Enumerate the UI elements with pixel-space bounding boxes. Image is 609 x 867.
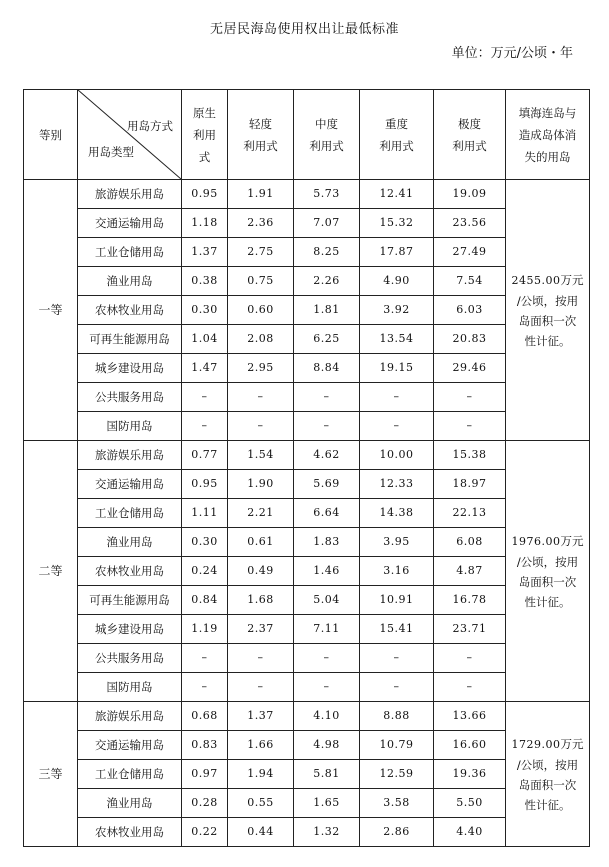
value-cell: 19.15	[360, 354, 434, 383]
island-type-cell: 渔业用岛	[78, 789, 182, 818]
value-cell: –	[228, 673, 294, 702]
table-row	[24, 528, 590, 557]
reclaim-price-line: 性计征。	[524, 594, 571, 609]
reclaim-price-line: /公顷，按用	[516, 293, 579, 308]
reclaim-price-line: 性计征。	[524, 333, 571, 348]
value-cell: 2.37	[228, 615, 294, 644]
value-cell: –	[294, 412, 360, 441]
level-cell: 二等	[24, 441, 78, 702]
value-cell: 1.68	[228, 586, 294, 615]
value-cell: 5.81	[294, 760, 360, 789]
value-cell: 2.86	[360, 818, 434, 847]
value-cell: –	[294, 644, 360, 673]
value-cell: 3.16	[360, 557, 434, 586]
value-cell: 1.19	[182, 615, 228, 644]
header-extreme-line: 极度	[458, 116, 481, 131]
island-type-cell: 渔业用岛	[78, 267, 182, 296]
value-cell: 15.41	[360, 615, 434, 644]
reclaim-price-line: /公顷，按用	[516, 554, 579, 569]
value-cell: 4.87	[434, 557, 506, 586]
value-cell: –	[228, 412, 294, 441]
value-cell: 6.08	[434, 528, 506, 557]
value-cell: 0.75	[228, 267, 294, 296]
value-cell: 1.65	[294, 789, 360, 818]
table-row	[24, 644, 590, 673]
value-cell: –	[228, 644, 294, 673]
value-cell: 0.95	[182, 180, 228, 209]
value-cell: 1.94	[228, 760, 294, 789]
value-cell: 1.46	[294, 557, 360, 586]
header-row	[24, 90, 590, 180]
island-type-cell: 公共服务用岛	[78, 383, 182, 412]
value-cell: 0.68	[182, 702, 228, 731]
value-cell: 12.33	[360, 470, 434, 499]
value-cell: 10.79	[360, 731, 434, 760]
value-cell: 1.04	[182, 325, 228, 354]
value-cell: 4.98	[294, 731, 360, 760]
value-cell: 27.49	[434, 238, 506, 267]
header-light	[228, 90, 294, 180]
value-cell: 16.78	[434, 586, 506, 615]
table-row	[24, 789, 590, 818]
header-level: 等别	[24, 90, 78, 180]
reclaim-price-line: 岛面积一次	[518, 777, 577, 792]
value-cell: 13.54	[360, 325, 434, 354]
table-row	[24, 325, 590, 354]
value-cell: –	[434, 673, 506, 702]
value-cell: 0.84	[182, 586, 228, 615]
value-cell: 4.62	[294, 441, 360, 470]
island-type-cell: 可再生能源用岛	[78, 325, 182, 354]
header-original-line: 利用	[193, 127, 216, 142]
value-cell: 6.03	[434, 296, 506, 325]
value-cell: 8.84	[294, 354, 360, 383]
header-light-line: 轻度	[249, 116, 272, 131]
value-cell: 19.36	[434, 760, 506, 789]
value-cell: –	[360, 644, 434, 673]
value-cell: 3.92	[360, 296, 434, 325]
value-cell: 5.73	[294, 180, 360, 209]
header-medium-line: 中度	[315, 116, 338, 131]
value-cell: 1.47	[182, 354, 228, 383]
reclaim-price-cell	[506, 441, 590, 702]
table-row	[24, 267, 590, 296]
value-cell: 2.26	[294, 267, 360, 296]
value-cell: 2.75	[228, 238, 294, 267]
header-reclaim	[506, 90, 590, 180]
value-cell: 1.37	[228, 702, 294, 731]
value-cell: 19.09	[434, 180, 506, 209]
island-type-cell: 农林牧业用岛	[78, 818, 182, 847]
value-cell: 0.22	[182, 818, 228, 847]
island-type-cell: 城乡建设用岛	[78, 615, 182, 644]
table-row	[24, 441, 590, 470]
reclaim-price-cell	[506, 702, 590, 847]
table-row	[24, 296, 590, 325]
value-cell: 2.21	[228, 499, 294, 528]
value-cell: –	[294, 673, 360, 702]
island-type-cell: 旅游娱乐用岛	[78, 702, 182, 731]
reclaim-price-line: 万元	[560, 533, 584, 548]
island-type-cell: 交通运输用岛	[78, 731, 182, 760]
value-cell: 0.95	[182, 470, 228, 499]
table-row	[24, 818, 590, 847]
value-cell: 5.69	[294, 470, 360, 499]
island-type-cell: 公共服务用岛	[78, 644, 182, 673]
island-type-cell: 可再生能源用岛	[78, 586, 182, 615]
reclaim-price-line: 万元	[560, 736, 584, 751]
reclaim-price-cell	[506, 180, 590, 441]
value-cell: 14.38	[360, 499, 434, 528]
header-light-line: 利用式	[243, 138, 278, 153]
table-row	[24, 557, 590, 586]
reclaim-price-line: 性计征。	[524, 797, 571, 812]
value-cell: 8.88	[360, 702, 434, 731]
table-row	[24, 702, 590, 731]
header-heavy-line: 重度	[385, 116, 408, 131]
value-cell: 0.24	[182, 557, 228, 586]
island-type-cell: 交通运输用岛	[78, 209, 182, 238]
value-cell: –	[294, 383, 360, 412]
value-cell: 0.49	[228, 557, 294, 586]
value-cell: –	[182, 673, 228, 702]
header-reclaim-line: 填海连岛与	[518, 105, 577, 120]
header-original	[182, 90, 228, 180]
value-cell: 1.32	[294, 818, 360, 847]
value-cell: 7.11	[294, 615, 360, 644]
reclaim-price-line: 岛面积一次	[518, 313, 577, 328]
table-row	[24, 412, 590, 441]
value-cell: 15.32	[360, 209, 434, 238]
island-type-cell: 工业仓储用岛	[78, 499, 182, 528]
value-cell: 20.83	[434, 325, 506, 354]
header-original-line: 原生	[193, 105, 216, 120]
value-cell: –	[360, 383, 434, 412]
table-row	[24, 499, 590, 528]
value-cell: –	[360, 412, 434, 441]
value-cell: 2.08	[228, 325, 294, 354]
value-cell: 0.44	[228, 818, 294, 847]
header-heavy-line: 利用式	[379, 138, 414, 153]
value-cell: 3.58	[360, 789, 434, 818]
island-type-cell: 农林牧业用岛	[78, 557, 182, 586]
island-type-cell: 工业仓储用岛	[78, 760, 182, 789]
value-cell: 1.81	[294, 296, 360, 325]
value-cell: 4.90	[360, 267, 434, 296]
value-cell: 0.30	[182, 296, 228, 325]
value-cell: 1.91	[228, 180, 294, 209]
table-row	[24, 238, 590, 267]
value-cell: 6.64	[294, 499, 360, 528]
header-extreme-line: 利用式	[452, 138, 487, 153]
value-cell: 0.60	[228, 296, 294, 325]
header-heavy	[360, 90, 434, 180]
document-title: 无居民海岛使用权出让最低标准	[209, 22, 399, 37]
header-usage-mode: 用岛方式	[127, 119, 173, 133]
value-cell: 2.95	[228, 354, 294, 383]
table-row	[24, 209, 590, 238]
table-row	[24, 354, 590, 383]
value-cell: 1.11	[182, 499, 228, 528]
value-cell: –	[182, 644, 228, 673]
value-cell: 0.55	[228, 789, 294, 818]
value-cell: 16.60	[434, 731, 506, 760]
reclaim-price-value: 2455.00	[511, 273, 561, 287]
island-type-cell: 旅游娱乐用岛	[78, 441, 182, 470]
island-type-cell: 渔业用岛	[78, 528, 182, 557]
header-medium	[294, 90, 360, 180]
value-cell: 0.30	[182, 528, 228, 557]
value-cell: 29.46	[434, 354, 506, 383]
island-type-cell: 国防用岛	[78, 412, 182, 441]
value-cell: 0.28	[182, 789, 228, 818]
header-extreme	[434, 90, 506, 180]
reclaim-price-line: /公顷，按用	[516, 757, 579, 772]
value-cell: 5.50	[434, 789, 506, 818]
value-cell: –	[434, 644, 506, 673]
value-cell: 7.07	[294, 209, 360, 238]
table-row	[24, 731, 590, 760]
reclaim-price-value: 1729.00	[511, 737, 561, 751]
header-medium-line: 利用式	[309, 138, 344, 153]
value-cell: 7.54	[434, 267, 506, 296]
value-cell: 23.56	[434, 209, 506, 238]
value-cell: 1.54	[228, 441, 294, 470]
table-row	[24, 383, 590, 412]
diagonal-line	[78, 90, 181, 179]
header-island-type: 用岛类型	[88, 145, 134, 159]
value-cell: 12.41	[360, 180, 434, 209]
value-cell: 5.04	[294, 586, 360, 615]
reclaim-price-line: 万元	[560, 272, 584, 287]
value-cell: 17.87	[360, 238, 434, 267]
value-cell: 4.10	[294, 702, 360, 731]
value-cell: –	[360, 673, 434, 702]
island-type-cell: 交通运输用岛	[78, 470, 182, 499]
value-cell: 8.25	[294, 238, 360, 267]
value-cell: 10.91	[360, 586, 434, 615]
island-type-cell: 国防用岛	[78, 673, 182, 702]
level-cell: 一等	[24, 180, 78, 441]
island-type-cell: 城乡建设用岛	[78, 354, 182, 383]
value-cell: –	[434, 412, 506, 441]
value-cell: –	[228, 383, 294, 412]
value-cell: 0.77	[182, 441, 228, 470]
value-cell: 22.13	[434, 499, 506, 528]
table-body	[24, 180, 590, 847]
value-cell: 0.83	[182, 731, 228, 760]
value-cell: –	[434, 383, 506, 412]
value-cell: 0.61	[228, 528, 294, 557]
value-cell: 15.38	[434, 441, 506, 470]
island-type-cell: 农林牧业用岛	[78, 296, 182, 325]
value-cell: 10.00	[360, 441, 434, 470]
value-cell: 0.38	[182, 267, 228, 296]
table-row	[24, 615, 590, 644]
value-cell: 13.66	[434, 702, 506, 731]
value-cell: –	[182, 412, 228, 441]
level-cell: 三等	[24, 702, 78, 847]
value-cell: 0.97	[182, 760, 228, 789]
table-row	[24, 760, 590, 789]
value-cell: 1.37	[182, 238, 228, 267]
table-row	[24, 586, 590, 615]
table-row	[24, 470, 590, 499]
value-cell: 12.59	[360, 760, 434, 789]
island-type-cell: 旅游娱乐用岛	[78, 180, 182, 209]
unit-label: 单位：万元/公顷・年	[451, 46, 573, 61]
header-reclaim-line: 失的用岛	[524, 149, 571, 164]
header-diagonal-cell	[78, 90, 182, 180]
header-reclaim-line: 造成岛体消	[518, 127, 577, 142]
value-cell: 3.95	[360, 528, 434, 557]
header-original-line: 式	[198, 149, 211, 164]
value-cell: 1.18	[182, 209, 228, 238]
table-row	[24, 673, 590, 702]
value-cell: –	[182, 383, 228, 412]
reclaim-price-value: 1976.00	[511, 534, 561, 548]
value-cell: 23.71	[434, 615, 506, 644]
value-cell: 18.97	[434, 470, 506, 499]
value-cell: 1.66	[228, 731, 294, 760]
value-cell: 6.25	[294, 325, 360, 354]
island-type-cell: 工业仓储用岛	[78, 238, 182, 267]
value-cell: 1.90	[228, 470, 294, 499]
value-cell: 2.36	[228, 209, 294, 238]
value-cell: 1.83	[294, 528, 360, 557]
reclaim-price-line: 岛面积一次	[518, 574, 577, 589]
value-cell: 4.40	[434, 818, 506, 847]
table-row	[24, 180, 590, 209]
price-standard-table	[23, 89, 590, 847]
